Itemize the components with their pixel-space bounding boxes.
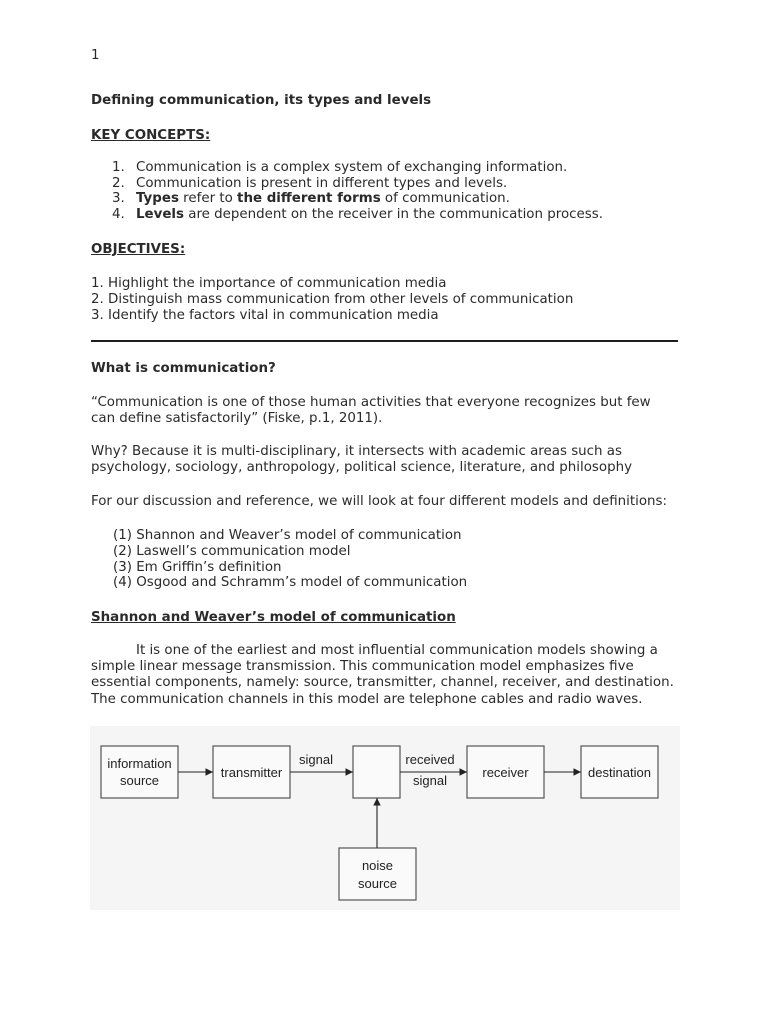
key-concepts-list <box>91 160 603 223</box>
key-concept-item <box>91 176 603 192</box>
models-list <box>113 528 467 591</box>
destination-label: destination <box>588 765 651 780</box>
list-item: (4) Osgood and Schramm’s model of communication <box>113 575 468 591</box>
key-concept-text: Types refer to the different forms of communication. <box>136 191 510 207</box>
list-item: (1) Shannon and Weaver’s model of communication <box>113 528 462 543</box>
key-concept-text: Levels are dependent on the receiver in the communication process. <box>136 207 603 223</box>
paragraph-line: essential components, namely: source, transmitter, channel, receiver, and destination. <box>91 675 674 691</box>
list-number: 4. <box>112 207 125 223</box>
objective-item: 3. Identify the factors vital in communication media <box>91 308 439 323</box>
horizontal-divider <box>91 340 678 342</box>
signal-label: signal <box>299 752 333 767</box>
list-number: 3. <box>112 191 125 207</box>
received-signal-label: received <box>405 752 455 767</box>
shannon-paragraph <box>91 643 681 708</box>
info-source-label: information <box>107 756 172 771</box>
models-intro: For our discussion and reference, we will look at four different models and definitions: <box>91 494 667 509</box>
why-paragraph: Why? Because it is multi-disciplinary, it intersects with academic areas such as psychology, sociology, anthropology, political science, literature, and philosophy <box>91 444 632 475</box>
info-source-label: source <box>119 773 160 788</box>
received-signal-label: signal <box>413 773 447 788</box>
key-concepts-heading: KEY CONCEPTS: <box>91 128 211 143</box>
page-title: Defining communication, its types and levels <box>91 93 432 108</box>
list-number: 1. <box>112 160 125 175</box>
key-concept-text: Communication is present in different types and levels. <box>136 175 508 191</box>
noise-source-box <box>339 848 416 900</box>
key-concept-text: Communication is a complex system of exchanging information. <box>136 160 568 175</box>
noise-source-label: source <box>357 876 398 891</box>
key-concept-item <box>91 160 603 176</box>
paragraph-line: It is one of the earliest and most influential communication models showing a <box>136 643 658 658</box>
fiske-quote: “Communication is one of those human activities that everyone recognizes but few can define satisfactorily” (Fiske, p.1, 2011). <box>91 395 651 426</box>
objective-item: 2. Distinguish mass communication from other levels of communication <box>91 292 574 307</box>
objectives-heading: OBJECTIVES: <box>91 242 186 257</box>
receiver-label: receiver <box>482 765 529 780</box>
key-concept-item <box>91 207 603 223</box>
page-number: 1 <box>91 48 100 63</box>
paragraph-line: simple linear message transmission. This communication model emphasizes five <box>91 659 634 675</box>
paragraph-line: The communication channels in this model are telephone cables and radio waves. <box>91 691 643 707</box>
key-concept-item <box>91 191 603 207</box>
transmitter-label: transmitter <box>220 765 283 780</box>
information-source-box <box>101 746 178 798</box>
section-heading-shannon: Shannon and Weaver’s model of communication <box>91 610 456 625</box>
section-heading-what-is: What is communication? <box>91 361 276 376</box>
shannon-weaver-diagram <box>90 726 680 910</box>
noise-source-label: noise <box>361 858 394 873</box>
objective-item: 1. Highlight the importance of communication media <box>91 276 447 291</box>
list-number: 2. <box>112 175 125 191</box>
list-item: (2) Laswell’s communication model <box>113 543 351 559</box>
channel-box <box>353 746 400 798</box>
list-item: (3) Em Griffin’s definition <box>113 559 282 575</box>
